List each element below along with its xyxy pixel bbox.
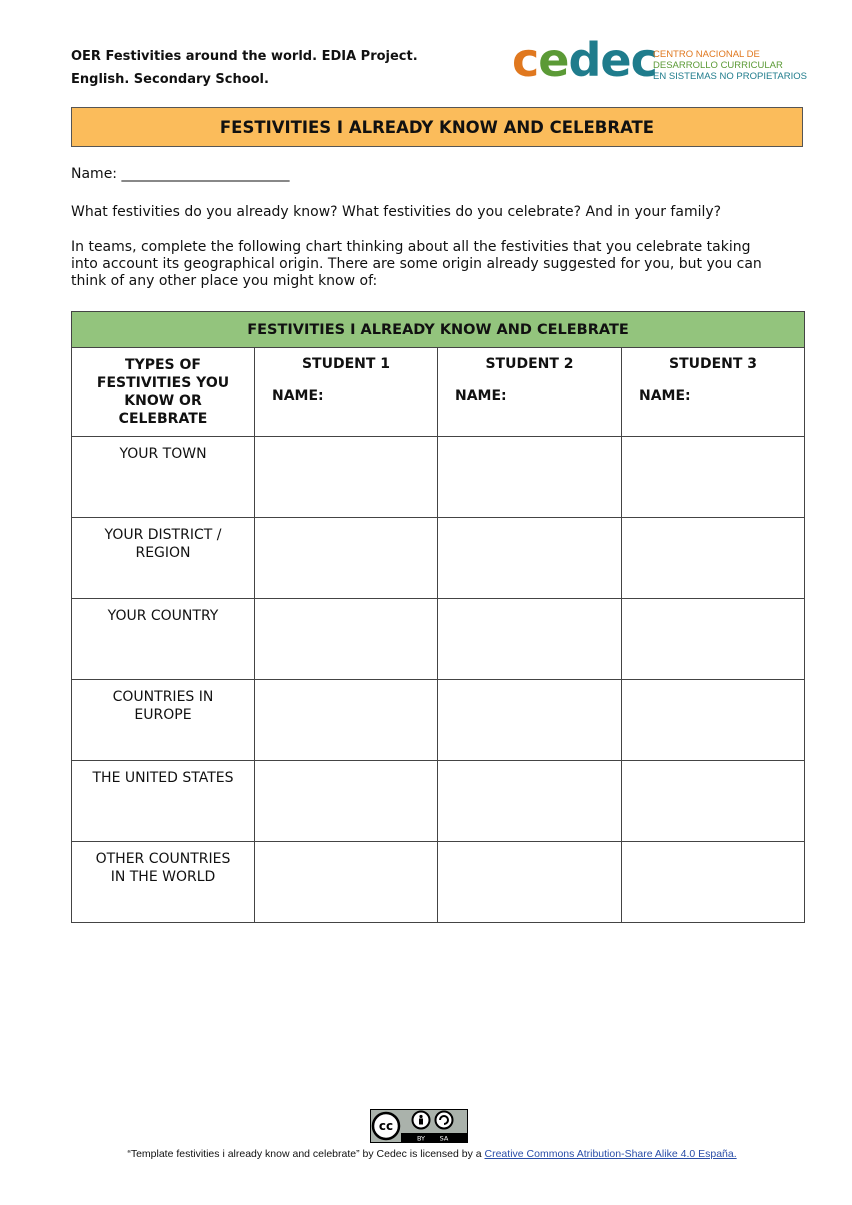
header-project-line: OER Festivities around the world. EDIA Project. <box>71 49 418 64</box>
student-3-header: STUDENT 3 NAME: <box>622 348 805 437</box>
student-2-header: STUDENT 2 NAME: <box>438 348 622 437</box>
types-header: TYPES OF FESTIVITIES YOU KNOW OR CELEBRATE <box>72 348 255 437</box>
svg-text:cc: cc <box>378 1119 394 1133</box>
answer-cell[interactable] <box>255 842 438 923</box>
license-link[interactable]: Creative Commons Atribution-Share Alike 4.0 España. <box>484 1148 737 1160</box>
table-row <box>72 599 805 680</box>
answer-cell[interactable] <box>255 680 438 761</box>
answer-cell[interactable] <box>255 599 438 680</box>
share-alike-icon <box>436 1112 453 1129</box>
table-row <box>72 518 805 599</box>
answer-cell[interactable] <box>438 437 622 518</box>
answer-cell[interactable] <box>622 599 805 680</box>
answer-cell[interactable] <box>255 437 438 518</box>
answer-cell[interactable] <box>438 842 622 923</box>
answer-cell[interactable] <box>255 761 438 842</box>
row-label-town: YOUR TOWN <box>72 437 255 518</box>
row-label-usa: THE UNITED STATES <box>72 761 255 842</box>
answer-cell[interactable] <box>622 761 805 842</box>
festivities-chart <box>71 311 805 923</box>
table-row <box>72 842 805 923</box>
logo-wordmark: cedec <box>512 33 657 87</box>
answer-cell[interactable] <box>622 437 805 518</box>
cedec-logo <box>512 33 812 88</box>
license-footer: “Template festivities i already know and celebrate” by Cedec is licensed by a Creative Commons Atribution-Share Alike 4.0 España. <box>127 1148 737 1160</box>
svg-text:SA: SA <box>439 1134 449 1143</box>
row-label-world: OTHER COUNTRIES IN THE WORLD <box>72 842 255 923</box>
answer-cell[interactable] <box>622 842 805 923</box>
question-text: What festivities do you already know? What festivities do you celebrate? And in your family? <box>71 204 722 220</box>
svg-text:BY: BY <box>416 1134 426 1143</box>
row-label-district: YOUR DISTRICT / REGION <box>72 518 255 599</box>
cc-by-sa-badge <box>370 1109 468 1143</box>
instructions-text: In teams, complete the following chart thinking about all the festivities that you celebrate taking into account its geographical origin. There are some origin already suggested for you, but you can think of any other place you might know of: <box>71 239 762 289</box>
answer-cell[interactable] <box>438 680 622 761</box>
table-row <box>72 761 805 842</box>
header-level-line: English. Secondary School. <box>71 72 269 87</box>
answer-cell[interactable] <box>438 518 622 599</box>
answer-cell[interactable] <box>255 518 438 599</box>
answer-cell[interactable] <box>622 518 805 599</box>
page-title: FESTIVITIES I ALREADY KNOW AND CELEBRATE <box>71 107 803 147</box>
table-row <box>72 680 805 761</box>
table-row <box>72 437 805 518</box>
name-field-line: Name: ________________________ <box>71 166 290 182</box>
chart-title: FESTIVITIES I ALREADY KNOW AND CELEBRATE <box>72 312 805 348</box>
logo-subtitle: CENTRO NACIONAL DE DESARROLLO CURRICULAR EN SISTEMAS NO PROPIETARIOS <box>653 49 807 82</box>
row-label-europe: COUNTRIES IN EUROPE <box>72 680 255 761</box>
row-label-country: YOUR COUNTRY <box>72 599 255 680</box>
answer-cell[interactable] <box>438 599 622 680</box>
answer-cell[interactable] <box>438 761 622 842</box>
student-1-header: STUDENT 1 NAME: <box>255 348 438 437</box>
answer-cell[interactable] <box>622 680 805 761</box>
